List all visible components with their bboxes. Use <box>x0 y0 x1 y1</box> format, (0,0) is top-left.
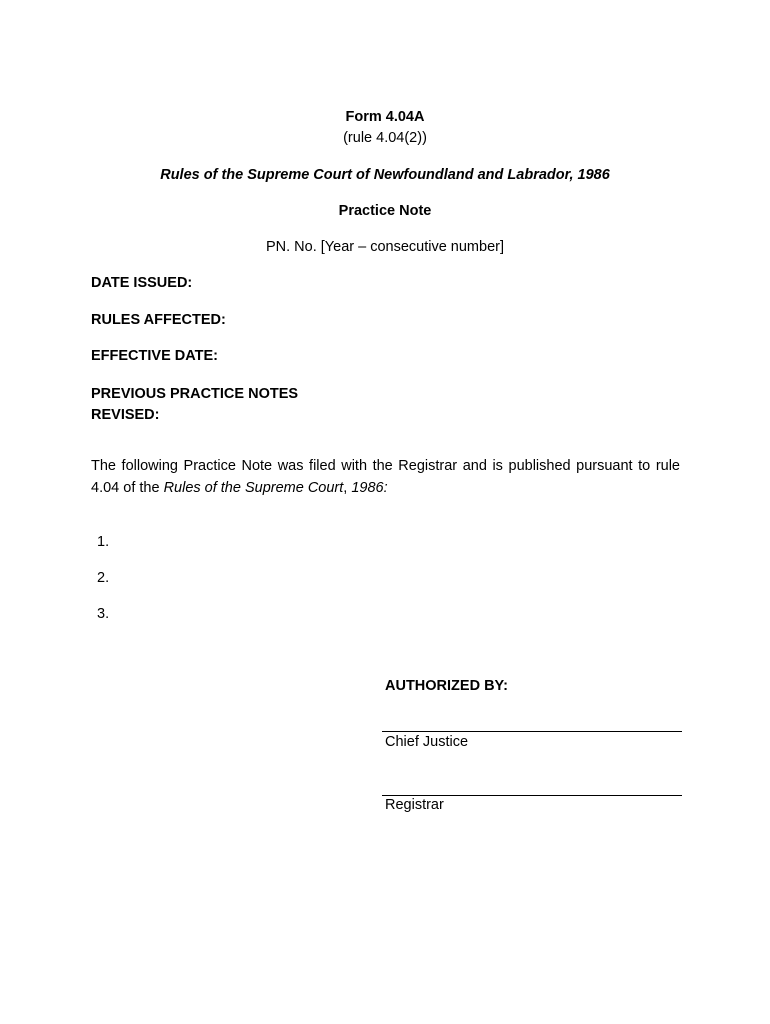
rule-reference: (rule 4.04(2)) <box>343 130 427 146</box>
document-type: Practice Note <box>338 203 432 219</box>
intro-text-part2: , <box>343 480 352 496</box>
rules-affected-label: RULES AFFECTED: <box>91 312 226 328</box>
list-item-2: 2. <box>97 570 110 586</box>
form-title: Form 4.04A <box>345 109 425 125</box>
chief-justice-signature-line <box>382 731 682 732</box>
chief-justice-label: Chief Justice <box>385 734 469 750</box>
previous-notes-label-line1: PREVIOUS PRACTICE NOTES <box>91 386 299 402</box>
registrar-signature-line <box>382 795 682 796</box>
intro-text-part1: The following Practice Note was filed with the Registrar and is published pursuant to rule 4.04 of the <box>91 458 680 496</box>
rules-title: Rules of the Supreme Court of Newfoundland and Labrador, 1986 <box>160 167 610 183</box>
intro-year: 1986: <box>351 480 388 496</box>
list-item-3: 3. <box>97 606 110 622</box>
authorized-by-label: AUTHORIZED BY: <box>385 678 508 694</box>
registrar-label: Registrar <box>385 797 444 813</box>
practice-note-number: PN. No. [Year – consecutive number] <box>265 239 505 255</box>
date-issued-label: DATE ISSUED: <box>91 275 193 291</box>
list-item-1: 1. <box>97 534 110 550</box>
previous-notes-label-line2: REVISED: <box>91 407 160 423</box>
intro-rules-title: Rules of the Supreme Court <box>163 480 344 496</box>
effective-date-label: EFFECTIVE DATE: <box>91 348 219 364</box>
intro-paragraph <box>91 455 680 499</box>
